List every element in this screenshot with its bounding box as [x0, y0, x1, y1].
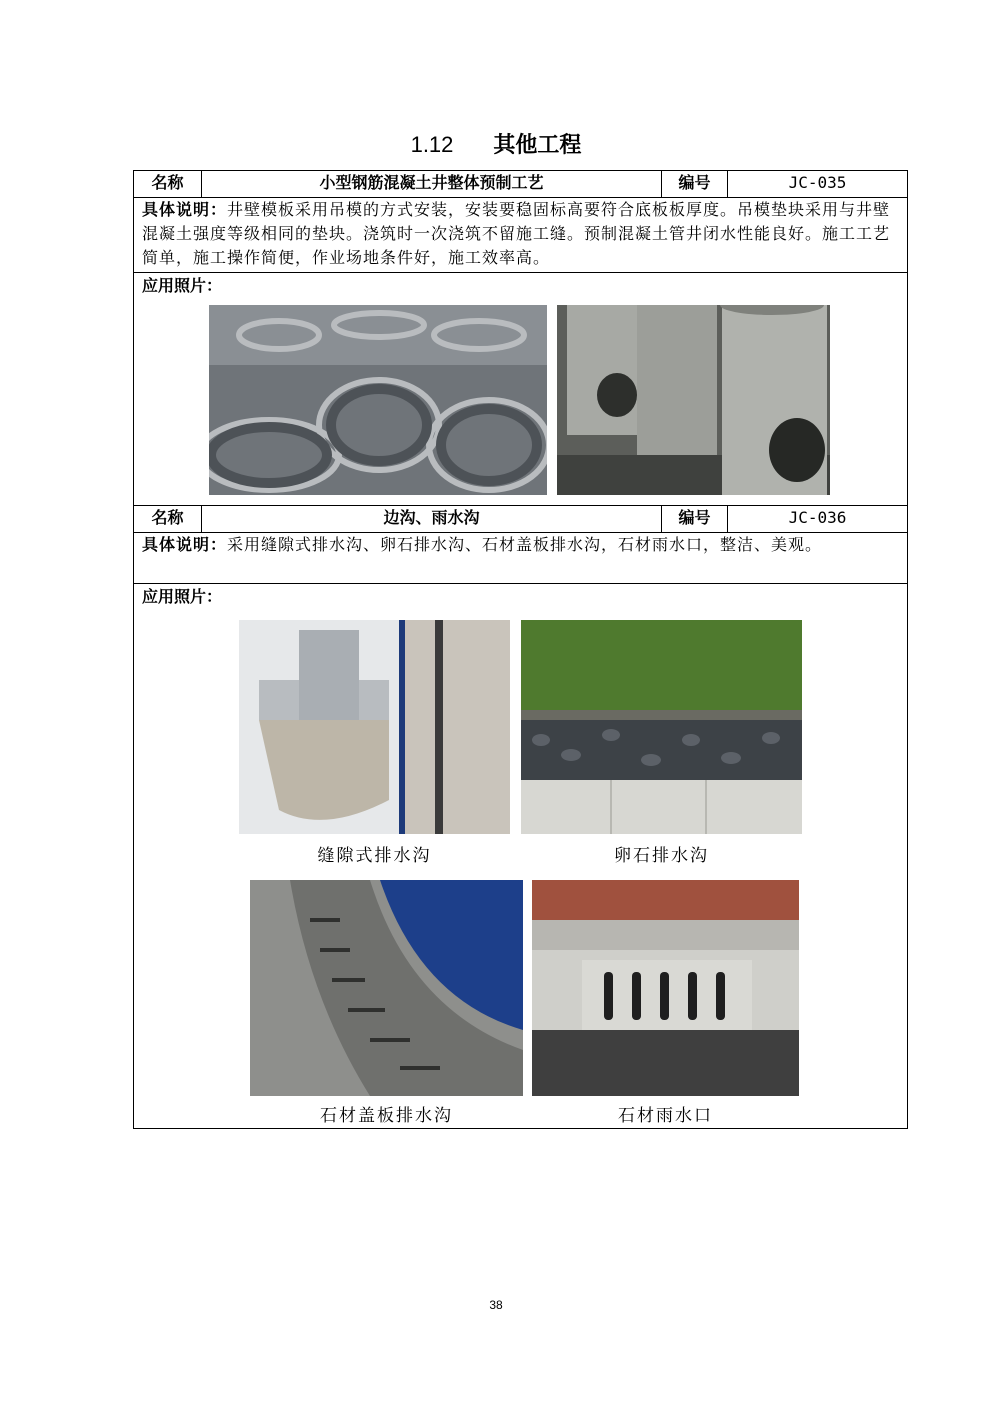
caption: 石材盖板排水沟: [320, 1106, 453, 1126]
stone-inlet-photo: [532, 880, 799, 1096]
stone-cover-drain-photo: [250, 880, 523, 1096]
spec-table: [133, 170, 908, 1129]
caption: 石材雨水口: [618, 1106, 713, 1126]
item-description-row: [134, 198, 908, 273]
photo-label: 应用照片：: [142, 276, 223, 295]
formwork-photo: [209, 305, 547, 495]
photo-area: [134, 297, 907, 503]
item-code: JC-035: [728, 171, 908, 198]
item-header-row: [134, 506, 908, 533]
code-label: 编号: [662, 171, 728, 198]
photo-area: [134, 608, 907, 1126]
name-label: 名称: [134, 171, 202, 198]
section-name: 其他工程: [493, 133, 582, 158]
item-description: [134, 198, 908, 273]
pebble-drain-photo: [521, 620, 802, 834]
photo-cell: [134, 584, 908, 1129]
item-description-row: [134, 533, 908, 584]
photo-cell: [134, 273, 908, 506]
item-name: 边沟、雨水沟: [202, 506, 662, 533]
concrete-pipe-photo: [557, 305, 830, 495]
photo-label: 应用照片：: [142, 587, 223, 606]
caption: 卵石排水沟: [614, 846, 709, 866]
item-photos-row: [134, 584, 908, 1129]
section-title: [0, 128, 992, 159]
desc-text: 井壁模板采用吊模的方式安装，安装要稳固标高要符合底板板厚度。吊模垫块采用与井壁混凝土强度等级相同的垫块。浇筑时一次浇筑不留施工缝。预制混凝土管井闭水性能良好。施工工艺简单，施工操作简便，作业场地条件好，施工效率高。: [142, 200, 891, 267]
item-photos-row: [134, 273, 908, 506]
slot-drain-photo: [239, 620, 510, 834]
code-label: 编号: [662, 506, 728, 533]
item-header-row: [134, 171, 908, 198]
desc-label: 具体说明：: [142, 535, 228, 554]
item-description: [134, 533, 908, 584]
item-name: 小型钢筋混凝土井整体预制工艺: [202, 171, 662, 198]
desc-label: 具体说明：: [142, 200, 228, 219]
caption: 缝隙式排水沟: [317, 846, 432, 866]
item-code: JC-036: [728, 506, 908, 533]
desc-text: 采用缝隙式排水沟、卵石排水沟、石材盖板排水沟，石材雨水口，整洁、美观。: [227, 535, 823, 554]
section-number: 1.12: [410, 132, 454, 157]
page-number: 38: [489, 1298, 503, 1312]
name-label: 名称: [134, 506, 202, 533]
